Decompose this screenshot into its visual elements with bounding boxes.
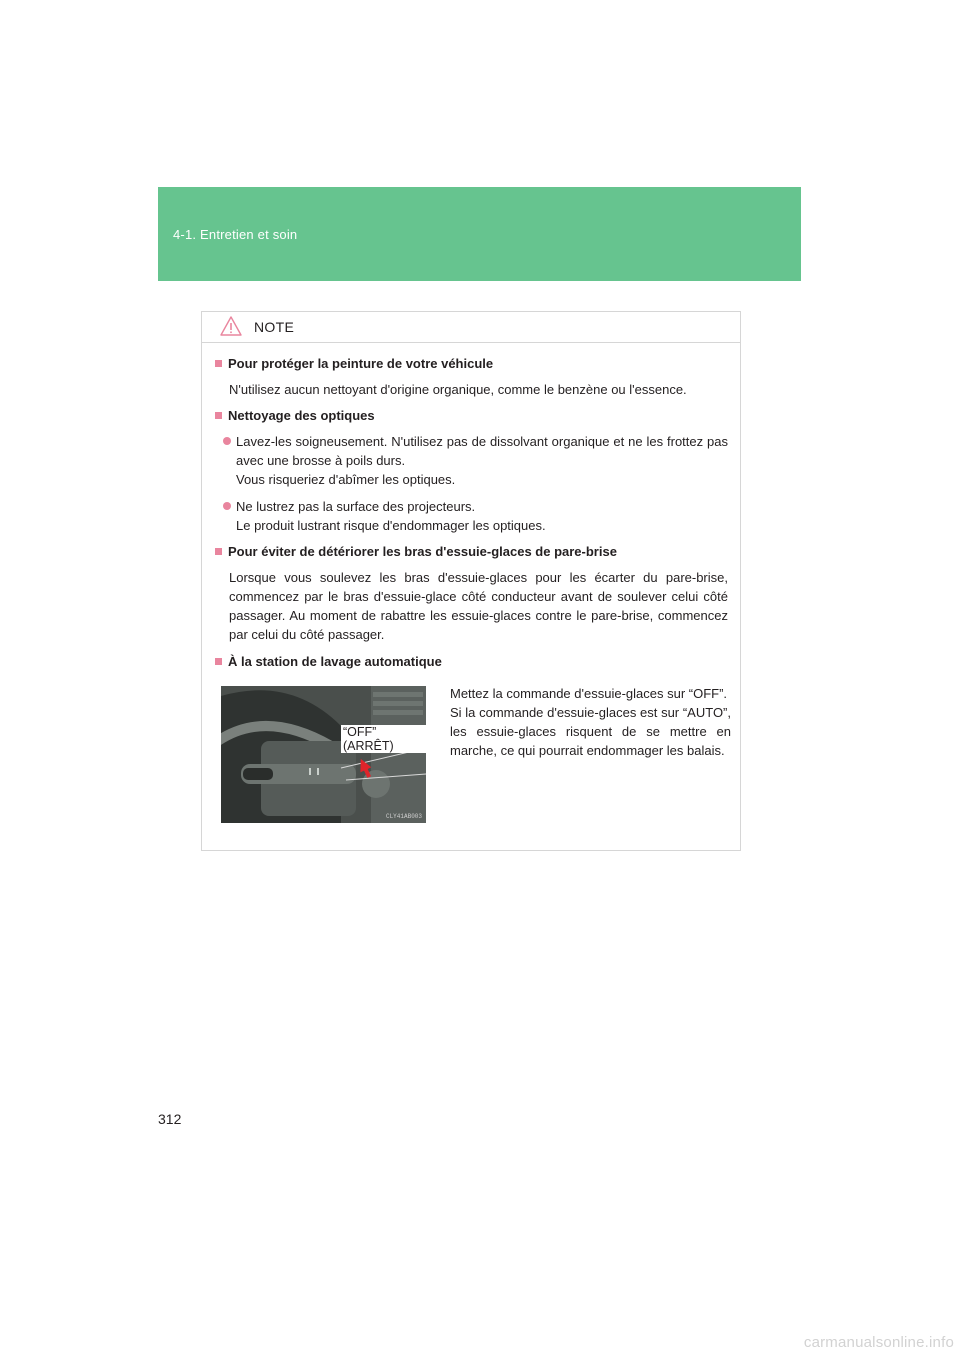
note-title: NOTE: [254, 319, 295, 335]
page-number: 312: [158, 1111, 182, 1127]
round-bullet-icon: [223, 437, 231, 445]
wiper-switch-illustration: [221, 686, 426, 823]
callout-label: “OFF” (ARRÊT): [341, 725, 426, 753]
round-bullet-icon: [223, 502, 231, 510]
square-bullet-icon: [215, 548, 222, 555]
section-title: 4-1. Entretien et soin: [173, 227, 298, 242]
square-bullet-icon: [215, 658, 222, 665]
section-body: Lorsque vous soulevez les bras d'essuie-glaces pour les écarter du pare-brise, commencez par le bras d'essuie-glace côté conducteur avant de soulever celui côté passager. Au moment de rabattre les essuie-glaces contre le pare-brise, commencez par celui du côté passager.: [229, 570, 728, 642]
section-heading: Pour éviter de détériorer les bras d'essuie-glaces de pare-brise: [228, 544, 617, 559]
note-box: [201, 311, 741, 851]
list-item: Lavez-les soigneusement. N'utilisez pas de dissolvant organique et ne les frottez pas avec une brosse à poils durs. Vous risqueriez d'abîmer les optiques.: [215, 432, 728, 489]
section-body: N'utilisez aucun nettoyant d'origine organique, comme le benzène ou l'essence.: [229, 382, 687, 397]
section-heading: À la station de lavage automatique: [228, 654, 442, 669]
image-code: CLY41AB003: [385, 813, 422, 820]
steering-column-image: [221, 686, 426, 823]
square-bullet-icon: [215, 412, 222, 419]
section-heading: Pour protéger la peinture de votre véhicule: [228, 356, 494, 371]
section-heading: Nettoyage des optiques: [228, 408, 375, 423]
warning-triangle-icon: [220, 316, 242, 336]
note-header: [202, 312, 740, 343]
note-section-paint: [215, 354, 728, 399]
square-bullet-icon: [215, 360, 222, 367]
section-header-band: [158, 187, 801, 281]
note-section-car-wash: [215, 652, 728, 671]
car-wash-instructions: Mettez la commande d'essuie-glaces sur “OFF”. Si la commande d'essuie-glaces est sur “AUTO”, les essuie-glaces risquent de se mettre en marche, ce qui pourrait endommager les balais.: [450, 686, 731, 758]
footer-watermark: carmanualsonline.info: [803, 1334, 954, 1351]
note-section-wiper-arms: [215, 542, 728, 644]
note-section-optics: [215, 406, 728, 535]
list-item: Ne lustrez pas la surface des projecteurs. Le produit lustrant risque d'endommager les optiques.: [215, 497, 728, 535]
